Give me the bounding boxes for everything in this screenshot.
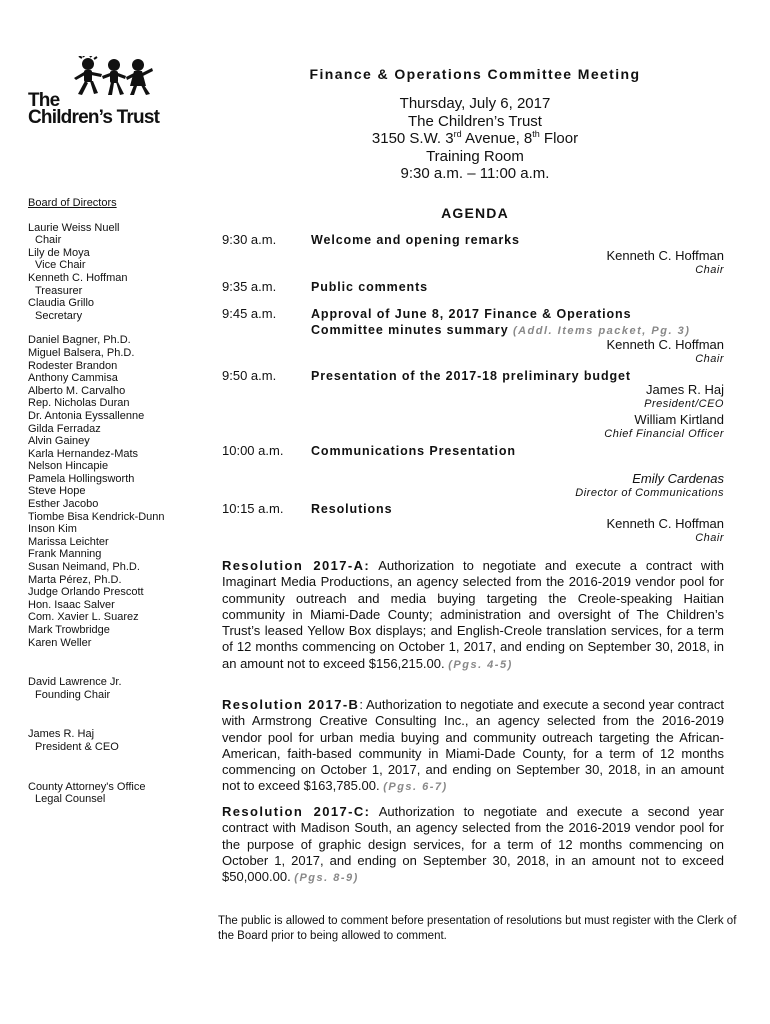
officer-name: Claudia Grillo — [28, 297, 95, 310]
agenda-time: 10:00 a.m. — [222, 443, 284, 458]
resolution-b — [222, 697, 724, 796]
member-name: Nelson Hincapie — [28, 460, 109, 473]
officer-name: Lily de Moya — [28, 246, 90, 259]
member-name: Steve Hope — [28, 485, 86, 498]
member-name: Anthony Cammisa — [28, 372, 118, 385]
page-reference: (Addl. Items packet, Pg. 3) — [512, 325, 691, 337]
agenda-time: 9:45 a.m. — [222, 306, 277, 321]
member-name: Gilda Ferradaz — [28, 422, 101, 435]
counsel-role: Legal Counsel — [35, 793, 106, 806]
meeting-date: Thursday, July 6, 2017 — [399, 95, 551, 112]
resolution-a — [222, 558, 724, 673]
resolution-label: Resolution 2017-A: — [222, 558, 371, 573]
ceo-entry — [28, 728, 208, 753]
member-name: Alberto M. Carvalho — [28, 384, 126, 397]
meeting-title: Finance & Operations Committee Meeting — [309, 66, 641, 82]
agenda-presenter: Kenneth C. Hoffman — [606, 337, 724, 352]
logo-line-2: Children’s Trust — [28, 107, 160, 128]
agenda-presenter-role: Chief Financial Officer — [604, 428, 724, 440]
officer-role: Chair — [35, 234, 62, 247]
member-name: Miguel Balsera, Ph.D. — [28, 346, 135, 359]
founder-role: Founding Chair — [35, 688, 111, 701]
board-heading: Board of Directors — [28, 197, 117, 209]
agenda-presenter-role: Chair — [695, 353, 724, 365]
member-name: Frank Manning — [28, 548, 102, 561]
founder-entry — [28, 676, 208, 701]
members-list — [28, 334, 208, 649]
officer-role: Treasurer — [35, 284, 83, 297]
agenda-presenter: William Kirtland — [634, 412, 724, 427]
meeting-room: Training Room — [426, 147, 524, 165]
founder-name: David Lawrence Jr. — [28, 676, 122, 689]
children-figures-icon — [68, 56, 164, 96]
agenda-presenter-role: President/CEO — [644, 398, 724, 410]
meeting-address: 3150 S.W. 3rd Avenue, 8th Floor — [371, 129, 579, 147]
meeting-info — [260, 95, 690, 183]
agenda-presenter: James R. Haj — [645, 382, 724, 397]
logo-line-1: The — [28, 90, 60, 111]
agenda-presenter: Emily Cardenas — [632, 471, 724, 486]
agenda-presenter: Kenneth C. Hoffman — [606, 516, 724, 531]
public-comment-note: The public is allowed to comment before presentation of resolutions but must register with the Clerk of the Board prior to being allowed to comment. — [218, 915, 737, 942]
officer-role: Vice Chair — [35, 259, 86, 272]
counsel-entry — [28, 781, 208, 806]
resolution-label: Resolution 2017-B — [222, 697, 360, 712]
childrens-trust-logo — [28, 56, 170, 132]
agenda-title: AGENDA — [441, 205, 509, 221]
member-name: Daniel Bagner, Ph.D. — [28, 334, 131, 347]
agenda-topic: Presentation of the 2017-18 preliminary budget — [311, 369, 631, 383]
member-name: Karen Weller — [28, 636, 92, 649]
officers-list — [28, 222, 208, 323]
page-reference: (Pgs. 6-7) — [383, 781, 448, 794]
resolution-text: Authorization to negotiate and execute a contract with Imaginart Media Productions, an agency selected from the 2016-2019 vendor pool for community outreach and media buying targeting the Creole-speaking Haitian community in Miami-Dade County; administration and oversight of The Children’s Trust’s leased Yellow Box displays; and English-Creole translation services, for a term of 12 months commencing on October 1, 2017, and ending on September 30, 2018, in an amount not to exceed $156,215.00. — [222, 558, 724, 671]
page-reference: (Pgs. 4-5) — [448, 658, 513, 671]
logo-wordmark — [28, 92, 159, 126]
officer-name: Kenneth C. Hoffman — [28, 271, 128, 284]
member-name: Dr. Antonia Eyssallenne — [28, 409, 145, 422]
agenda-time: 9:50 a.m. — [222, 368, 277, 383]
member-name: Pamela Hollingsworth — [28, 472, 135, 485]
resolution-label: Resolution 2017-C: — [222, 804, 371, 819]
agenda-topic: Public comments — [311, 280, 428, 294]
member-name: Rep. Nicholas Duran — [28, 397, 130, 410]
agenda-time: 10:15 a.m. — [222, 501, 284, 516]
page-reference: (Pgs. 8-9) — [294, 872, 359, 885]
member-name: Alvin Gainey — [28, 435, 90, 448]
member-name: Susan Neimand, Ph.D. — [28, 561, 140, 574]
member-name: Esther Jacobo — [28, 498, 99, 511]
agenda-topic: Welcome and opening remarks — [311, 233, 520, 247]
agenda-topic: Communications Presentation — [311, 444, 516, 458]
member-name: Inson Kim — [28, 523, 77, 536]
agenda-topic: Approval of June 8, 2017 Finance & Operations Committee minutes summary (Addl. Items packet, Pg. 3) — [311, 307, 691, 337]
meeting-org: The Children’s Trust — [408, 112, 542, 130]
member-name: Marta Pérez, Ph.D. — [28, 573, 122, 586]
board-of-directors-sidebar — [28, 197, 208, 818]
agenda-presenter-role: Director of Communications — [575, 487, 724, 499]
agenda-topic: Resolutions — [311, 502, 393, 516]
member-name: Mark Trowbridge — [28, 624, 110, 636]
agenda-presenter-role: Chair — [695, 264, 724, 276]
ceo-name: James R. Haj — [28, 728, 95, 741]
member-name: Hon. Isaac Salver — [28, 598, 115, 611]
member-name: Karla Hernandez-Mats — [28, 447, 139, 460]
member-name: Com. Xavier L. Suarez — [28, 611, 139, 624]
resolution-c — [222, 804, 724, 886]
ceo-role: President & CEO — [35, 740, 119, 753]
meeting-time: 9:30 a.m. – 11:00 a.m. — [400, 165, 550, 182]
officer-role: Secretary — [35, 309, 83, 322]
counsel-name: County Attorney's Office — [28, 780, 146, 793]
officer-name: Laurie Weiss Nuell — [28, 221, 120, 234]
member-name: Rodester Brandon — [28, 359, 118, 372]
agenda-presenter-role: Chair — [695, 532, 724, 544]
agenda-presenter: Kenneth C. Hoffman — [606, 248, 724, 263]
agenda-time: 9:35 a.m. — [222, 279, 277, 294]
resolution-text: Authorization to negotiate and execute a second year contract with Madison South, an agency selected from the 2016-2019 vendor pool for the purpose of graphic design services, for a term of 12 months commencing on October 1, 2017, and ending on September 30, 2018, in an amount not to exceed $50,000.00. — [222, 804, 724, 885]
member-name: Marissa Leichter — [28, 535, 109, 548]
resolution-text: : Authorization to negotiate and execute a second year contract with Armstrong Creative Consulting Inc., an agency selected from the 2016-2019 vendor pool for urban media buying and community outreach targeting the African-American, faith-based community in Miami-Dade County, for a term of 12 months commencing on October 1, 2017, and ending on September 30, 2018, in an amount not to exceed $163,785.00. — [222, 697, 724, 794]
agenda-time: 9:30 a.m. — [222, 232, 277, 247]
member-name: Judge Orlando Prescott — [28, 586, 144, 599]
member-name: Tiombe Bisa Kendrick-Dunn — [28, 510, 165, 523]
